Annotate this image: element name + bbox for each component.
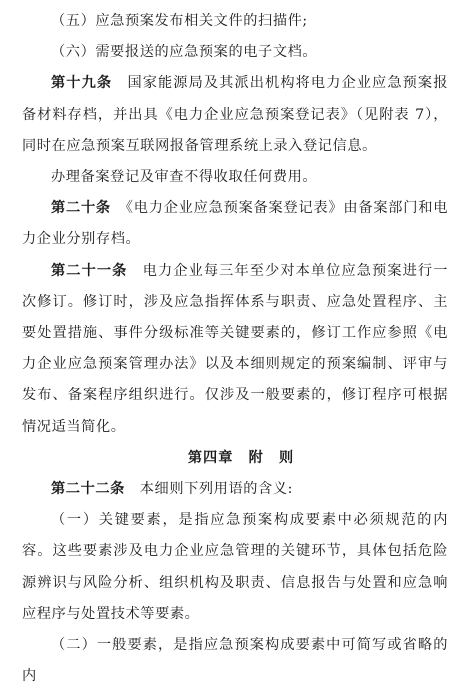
paragraph-article-21 [22,256,448,443]
paragraph-item-6 [22,37,448,68]
paragraph-text: 办理备案登记及审查不得收取任何费用。 [51,169,318,186]
paragraph-text: 国家能源局及其派出机构将电力企业应急预案报备材料存档，并出具《电力企业应急预案登记表》（见附表 7），同时在应急预案互联网报备管理系统上录入登记信息。 [22,75,448,154]
paragraph-article-19 [22,68,448,162]
paragraph-article-20 [22,193,448,255]
paragraph-definition-2 [22,630,448,692]
paragraph-fee-note [22,162,448,193]
paragraph-text: （二）一般要素，是指应急预案构成要素中可简写或省略的内 [22,637,448,685]
paragraph-definition-1 [22,505,448,630]
article-number: 第二十二条 [51,481,125,498]
paragraph-article-22 [22,474,448,505]
paragraph-text: 本细则下列用语的含义: [124,481,293,498]
paragraph-item-5 [22,6,448,37]
paragraph-text: （五）应急预案发布相关文件的扫描件; [51,13,308,29]
chapter-heading: 第四章 附 则 [187,449,295,466]
article-number: 第二十一条 [51,262,128,279]
paragraph-text: （六）需要报送的应急预案的电子文档。 [51,44,318,61]
article-number: 第十九条 [51,75,113,92]
article-number: 第二十条 [51,200,111,217]
paragraph-text: 电力企业每三年至少对本单位应急预案进行一次修订。修订时，涉及应急指挥体系与职责、应急处置程序、主要处置措施、事件分级标准等关键要素的，修订工作应参照《电力企业应急预案管理办法》以及本细则规定的预案编制、评审与发布、备案程序组织进行。仅涉及一般要素的，修订程序可根据情况适当简化。 [22,262,448,435]
paragraph-text: 《电力企业应急预案备案登记表》由备案部门和电力企业分别存档。 [22,200,449,248]
paragraph-text: （一）关键要素，是指应急预案构成要素中必须规范的内容。这些要素涉及电力企业应急管理的关键环节，具体包括危险源辨识与风险分析、组织机构及职责、信息报告与处置和应急响应程序与处置技术等要素。 [22,512,448,622]
